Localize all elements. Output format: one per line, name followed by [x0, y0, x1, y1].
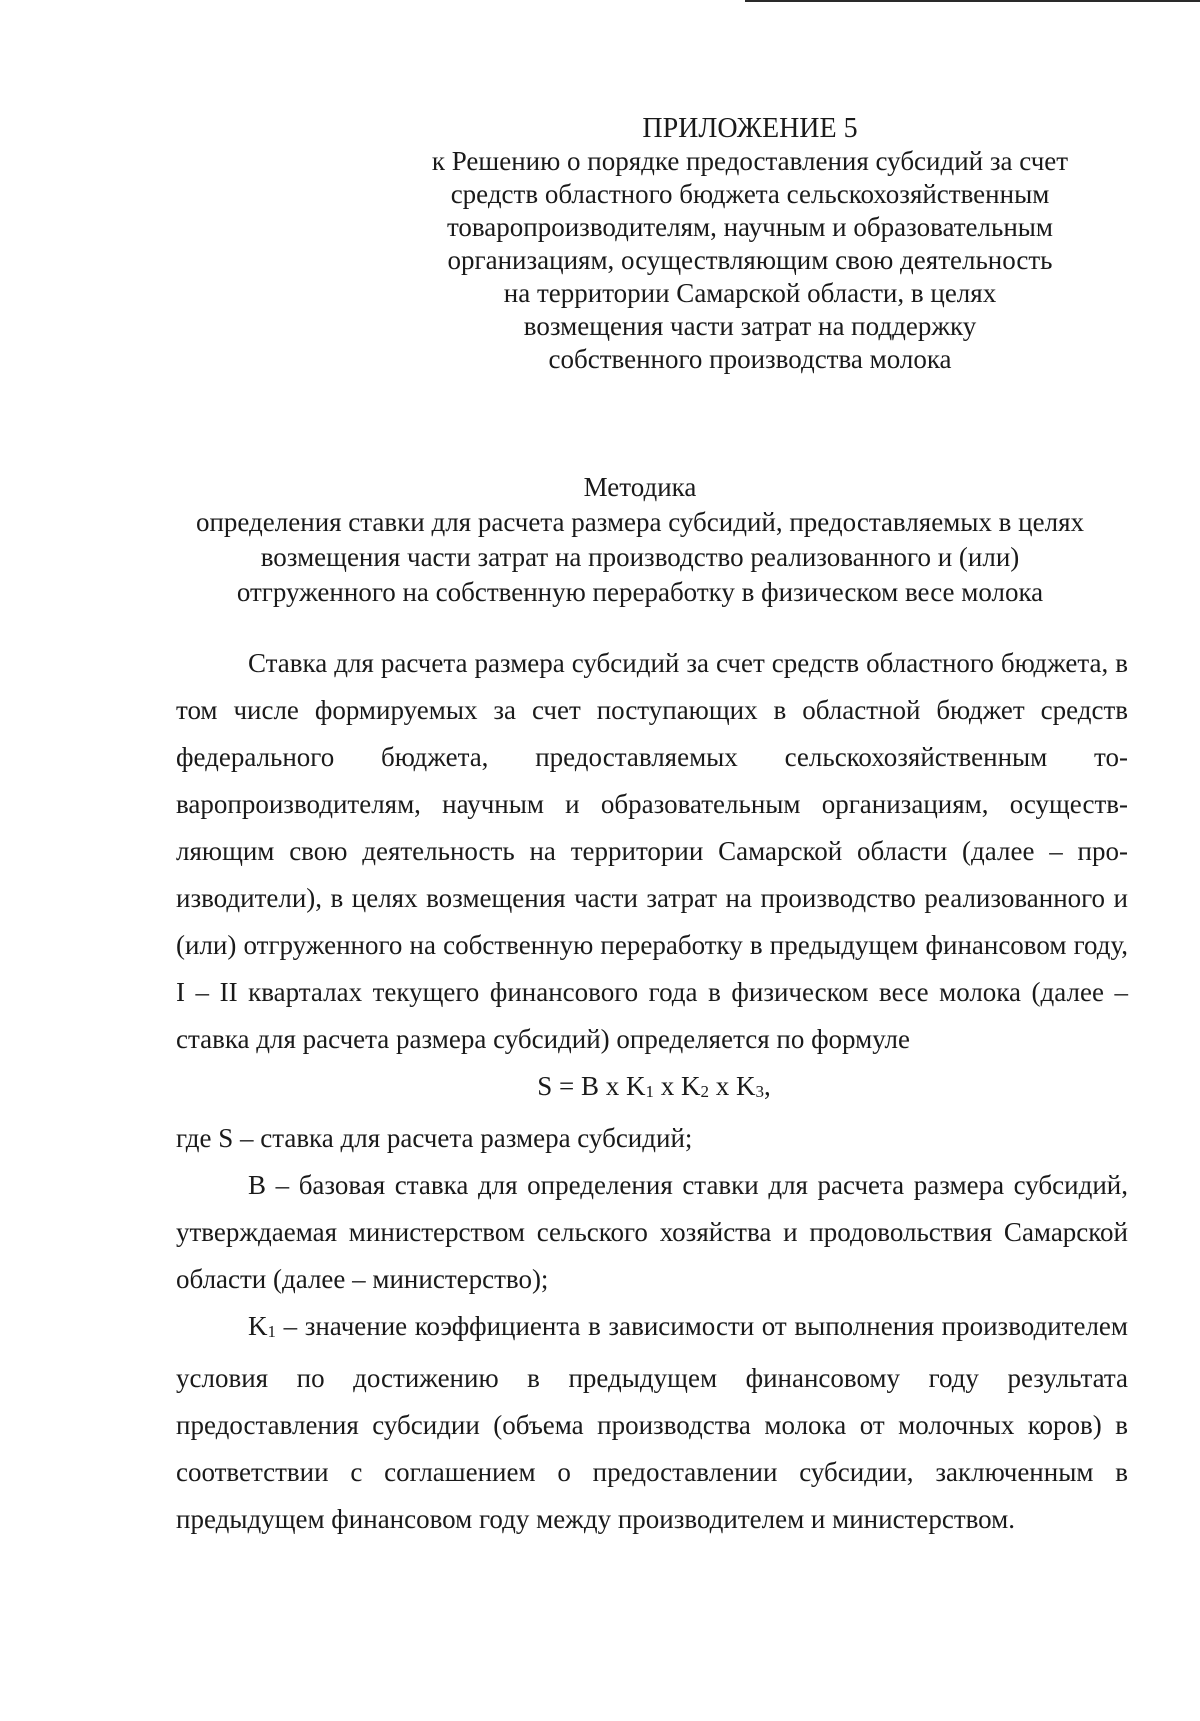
paragraph-k1-definition: [176, 1303, 1128, 1543]
formula: [176, 1063, 1128, 1115]
paragraph-rate-definition: Ставка для расчета размера субсидий за счет средств областного бюджета, в том числе формируемых за счет поступающих в областной бюджет средств федерального бюджета, предоставляемых сельскохозяйственным товаропроизводителям, научным и образовательным организациям, осуществляющим свою деятельность на территории Самарской области (далее – производители), в целях возмещения части затрат на производство реализованного и (или) отгруженного на собственную переработку в предыдущем финансовом году, I – II кварталах текущего финансового года в физическом весе молока (далее – ставка для расчета размера субсидий) определяется по формуле: [176, 648, 1128, 1054]
formula-k2-sub: 2: [700, 1082, 709, 1101]
methodology-line: возмещения части затрат на производство реализованного и (или): [260, 542, 1020, 572]
k1-text: – значение коэффициента в зависимости от выполнения производителем условия по достижению в предыдущем финансовому году результата предоставления субсидии (объема производства молока от молочных коров) в соответствии с соглашением о предоставлении субсидии, заключенным в предыдущем финансовом году между производителем и министерством.: [176, 1311, 1128, 1534]
paragraph-b-definition: B – базовая ставка для определения ставки для расчета размера субсидий, утверждаемая министерством сельского хозяйства и продовольствия Самарской области (далее – министерство);: [176, 1170, 1128, 1294]
annex-line: товаропроизводителям, научным и образовательным: [446, 212, 1054, 242]
methodology-line: определения ставки для расчета размера субсидий, предоставляемых в целях: [195, 507, 1085, 537]
document-body: [176, 640, 1128, 1543]
paragraph-where-s: где S – ставка для расчета размера субсидий;: [176, 1123, 693, 1153]
annex-line: возмещения части затрат на поддержку: [523, 311, 977, 341]
annex-line: средств областного бюджета сельскохозяйственным: [450, 179, 1050, 209]
k1-letter: K: [248, 1311, 268, 1341]
methodology-heading: [150, 470, 1130, 610]
annex-line: организациям, осуществляющим свою деятельность: [447, 245, 1053, 275]
formula-part: = B x K: [552, 1071, 646, 1101]
scan-edge-line: [745, 0, 1200, 2]
formula-s: S: [537, 1071, 553, 1101]
methodology-line: отгруженного на собственную переработку в физическом весе молока: [236, 577, 1044, 607]
formula-k3-sub: 3: [755, 1082, 764, 1101]
annex-line: на территории Самарской области, в целях: [503, 278, 997, 308]
annex-line: собственного производства молока: [548, 344, 952, 374]
annex-line: к Решению о порядке предоставления субсидий за счет: [431, 146, 1069, 176]
methodology-title: Методика: [583, 472, 697, 502]
formula-part: x K: [654, 1071, 701, 1101]
formula-k1-sub: 1: [645, 1082, 654, 1101]
formula-part: x K: [709, 1071, 756, 1101]
annex-header: [360, 112, 1140, 376]
annex-title: ПРИЛОЖЕНИЕ 5: [642, 113, 858, 144]
k1-subscript: 1: [267, 1322, 276, 1341]
formula-end: ,: [764, 1071, 771, 1101]
